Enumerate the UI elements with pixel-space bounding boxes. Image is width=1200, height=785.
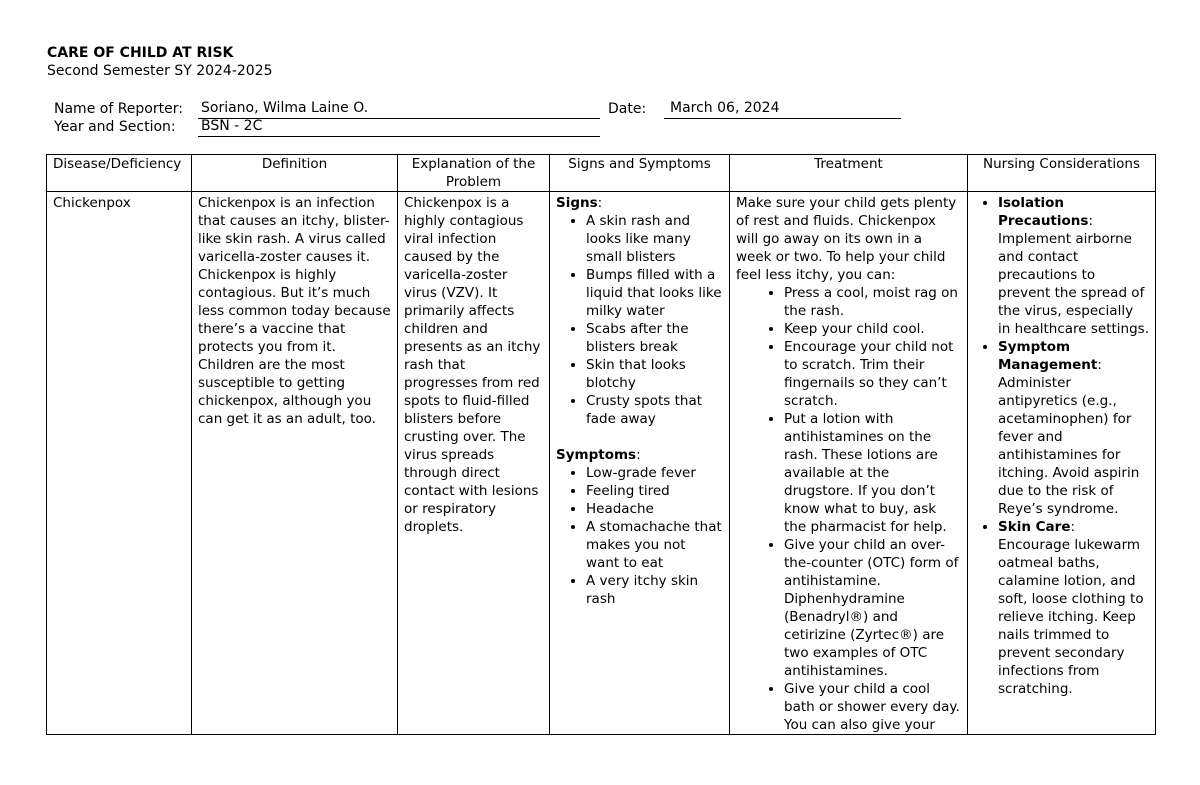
- treatment-item: • Press a cool, moist rag on the rash.: [784, 284, 961, 320]
- treatment-intro: Make sure your child gets plenty of rest and fluids. Chickenpox will go away on its own in a week or two. To help your child feel less itchy, you can:: [736, 195, 957, 283]
- symptom-item: • Feeling tired: [586, 482, 723, 500]
- explanation-cell: Chickenpox is a highly contagious viral infection caused by the varicella-zoster virus (VZV). It primarily affects children and presents as an itchy rash that progresses from red spots to fluid-filled blisters before crusting over. The virus spreads through direct contact with lesions or respiratory droplets.: [398, 192, 550, 735]
- symptoms-heading: Symptoms:: [556, 447, 641, 463]
- treatment-item: • Put a lotion with antihistamines on the rash. These lotions are available at the drugstore. If you don’t know what to buy, ask the pharmacist for help.: [784, 410, 961, 536]
- treatment-item: • Give your child an over-the-counter (OTC) form of antihistamine. Diphenhydramine (Benadryl®) and cetirizine (Zyrtec®) are two examples of OTC antihistamines.: [784, 536, 961, 680]
- header-treatment: Treatment: [730, 155, 968, 192]
- nursing-item: • Isolation Precautions: Implement airborne and contact precautions to prevent the spread of the virus, especially in healthcare settings.: [998, 194, 1149, 338]
- nursing-cell: [968, 192, 1156, 735]
- reporter-label: Name of Reporter:: [54, 101, 183, 117]
- table-row: [47, 192, 1156, 735]
- symptom-item: • Headache: [586, 500, 723, 518]
- signs-symptoms-cell: [550, 192, 730, 735]
- date-label: Date:: [608, 101, 647, 117]
- disease-cell: Chickenpox: [47, 192, 192, 735]
- disease-table: [46, 154, 1156, 735]
- section-value: BSN - 2C: [198, 118, 600, 137]
- symptom-item: • Low-grade fever: [586, 464, 723, 482]
- treatment-item: • Keep your child cool.: [784, 320, 961, 338]
- signs-heading: Signs:: [556, 195, 603, 211]
- definition-cell: Chickenpox is an infection that causes an itchy, blister-like skin rash. A virus called varicella-zoster causes it. Chickenpox is highly contagious. But it’s much less common today because there’s a vaccine that protects you from it. Children are the most susceptible to getting chickenpox, although you can get it as an adult, too.: [192, 192, 398, 735]
- sign-item: • Bumps filled with a liquid that looks like milky water: [586, 266, 723, 320]
- sign-item: • Crusty spots that fade away: [586, 392, 723, 428]
- date-value: March 06, 2024: [664, 100, 901, 119]
- nursing-item: • Symptom Management: Administer antipyretics (e.g., acetaminophen) for fever and antihistamines for itching. Avoid aspirin due to the risk of Reye’s syndrome.: [998, 338, 1149, 518]
- header-disease: Disease/Deficiency: [47, 155, 192, 192]
- section-label: Year and Section:: [54, 119, 176, 135]
- header-definition: Definition: [192, 155, 398, 192]
- reporter-value: Soriano, Wilma Laine O.: [198, 100, 600, 119]
- header-signs-symptoms: Signs and Symptoms: [550, 155, 730, 192]
- sign-item: • Scabs after the blisters break: [586, 320, 723, 356]
- table-header-row: [47, 155, 1156, 192]
- header-explanation: Explanation of the Problem: [398, 155, 550, 192]
- symptom-item: • A stomachache that makes you not want to eat: [586, 518, 723, 572]
- symptom-item: • A very itchy skin rash: [586, 572, 723, 608]
- sign-item: • A skin rash and looks like many small blisters: [586, 212, 723, 266]
- sign-item: • Skin that looks blotchy: [586, 356, 723, 392]
- header-nursing: Nursing Considerations: [968, 155, 1156, 192]
- document-title: CARE OF CHILD AT RISK: [47, 45, 234, 61]
- treatment-cell: [730, 192, 968, 735]
- treatment-item: • Encourage your child not to scratch. Trim their fingernails so they can’t scratch.: [784, 338, 961, 410]
- document-subtitle: Second Semester SY 2024-2025: [47, 63, 273, 79]
- nursing-item: • Skin Care: Encourage lukewarm oatmeal baths, calamine lotion, and soft, loose clothing to relieve itching. Keep nails trimmed to prevent secondary infections from scratching.: [998, 518, 1149, 698]
- treatment-item: • Give your child a cool bath or shower every day. You can also give your: [784, 680, 961, 734]
